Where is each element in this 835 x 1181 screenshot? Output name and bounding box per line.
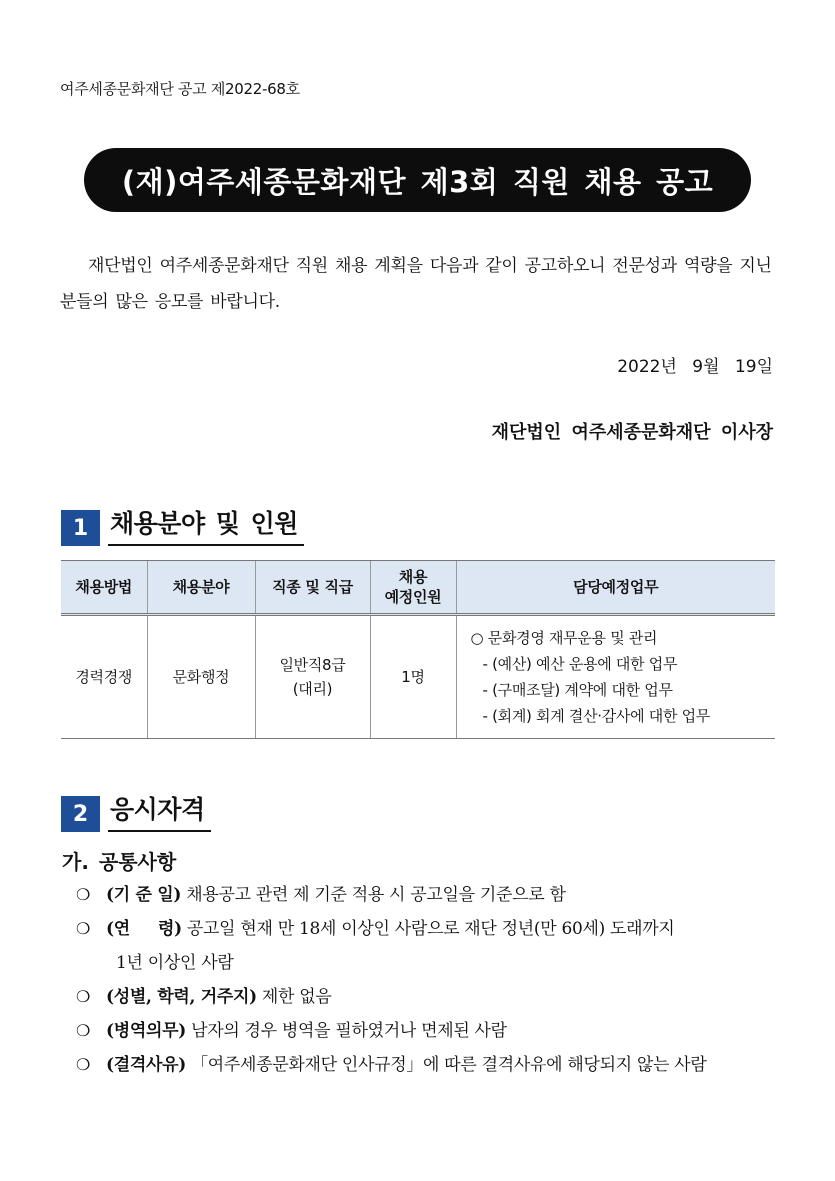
qualification-tag: (성별, 학력, 거주지) — [106, 987, 257, 1007]
cell-grade-line1: 일반직8급 — [279, 656, 346, 674]
qualification-item — [76, 912, 776, 980]
section-title: 응시자격 — [108, 790, 211, 832]
qualification-text: 제한 없음 — [256, 987, 332, 1007]
qualification-list — [76, 878, 776, 1082]
section-2-heading — [61, 790, 211, 832]
circle-bullet-icon: ❍ — [76, 1021, 91, 1040]
header-count-line1: 채용 — [398, 568, 428, 586]
qualification-text: 「여주세종문화재단 인사규정」에 따른 결격사유에 해당되지 않는 사람 — [185, 1055, 707, 1075]
section-title: 채용분야 및 인원 — [108, 504, 304, 546]
notice-number: 여주세종문화재단 공고 제2022-68호 — [60, 80, 300, 98]
qualification-tag: (병역의무) — [106, 1021, 186, 1041]
qualification-item — [76, 980, 776, 1014]
header-count — [370, 561, 456, 615]
recruitment-table — [61, 560, 775, 739]
cell-method: 경력경쟁 — [61, 615, 147, 739]
circle-bullet-icon: ❍ — [76, 919, 91, 938]
duty-item: - (예산) 예산 운용에 대한 업무 — [482, 655, 678, 673]
cell-grade-line2: (대리) — [292, 680, 333, 698]
cell-field: 문화행정 — [147, 615, 255, 739]
qualification-text: 공고일 현재 만 18세 이상인 사람으로 재단 정년(만 60세) 도래까지 — [181, 919, 675, 939]
qualification-item — [76, 1014, 776, 1048]
intro-paragraph: 재단법인 여주세종문화재단 직원 채용 계획을 다음과 같이 공고하오니 전문성과 역량을 지닌 분들의 많은 응모를 바랍니다. — [60, 256, 772, 312]
header-grade: 직종 및 직급 — [255, 561, 370, 615]
qualification-item — [76, 878, 776, 912]
cell-count: 1명 — [370, 615, 456, 739]
duty-main: ○ 문화경영 재무운용 및 관리 — [470, 629, 658, 647]
page-title-text: (재)여주세종문화재단 제3회 직원 채용 공고 — [121, 164, 714, 199]
page-title — [84, 148, 751, 212]
qualification-tag: (연 령) — [106, 919, 182, 939]
qualification-text: 남자의 경우 병역을 필하였거나 면제된 사람 — [185, 1021, 507, 1041]
circle-bullet-icon: ❍ — [76, 885, 91, 904]
header-method: 채용방법 — [61, 561, 147, 615]
issuer-name: 재단법인 여주세종문화재단 이사장 — [491, 422, 773, 443]
duty-item: - (회계) 회계 결산·감사에 대한 업무 — [482, 707, 710, 725]
section-number-badge: 2 — [61, 796, 100, 832]
subsection-heading: 가. 공통사항 — [62, 850, 177, 874]
qualification-text: 채용공고 관련 제 기준 적용 시 공고일을 기준으로 함 — [181, 885, 566, 905]
circle-bullet-icon: ❍ — [76, 987, 91, 1006]
header-count-line2: 예정인원 — [384, 588, 442, 606]
section-number-badge: 1 — [61, 510, 100, 546]
qualification-continuation: 1년 이상인 사람 — [116, 953, 234, 973]
section-1-heading — [61, 504, 304, 546]
qualification-tag: (기 준 일) — [106, 885, 182, 905]
qualification-item — [76, 1048, 776, 1082]
duty-item: - (구매조달) 계약에 대한 업무 — [482, 681, 673, 699]
table-header-row — [61, 561, 775, 615]
table-row — [61, 615, 775, 739]
circle-bullet-icon: ❍ — [76, 1055, 91, 1074]
header-field: 채용분야 — [147, 561, 255, 615]
cell-grade — [255, 615, 370, 739]
announcement-date: 2022년 9월 19일 — [617, 357, 773, 377]
cell-duty — [456, 615, 775, 739]
header-duty: 담당예정업무 — [456, 561, 775, 615]
qualification-tag: (결격사유) — [106, 1055, 186, 1075]
